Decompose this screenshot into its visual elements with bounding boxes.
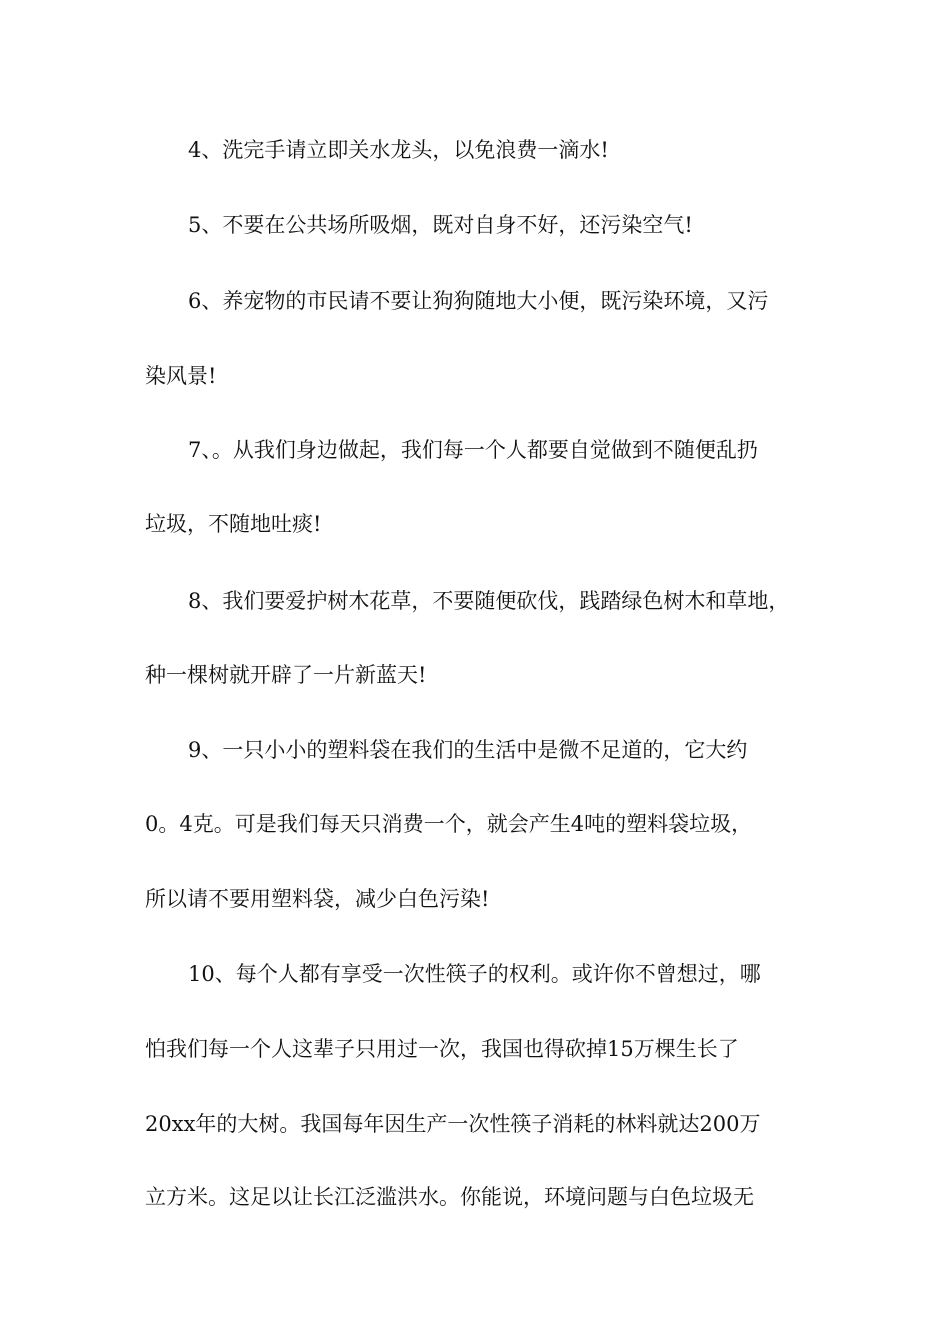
- paragraph-8-line-1: 8、我们要爱护树木花草，不要随便砍伐，践踏绿色树木和草地，: [188, 589, 790, 613]
- paragraph-9-line-1: 9、一只小小的塑料袋在我们的生活中是微不足道的，它大约: [188, 738, 748, 762]
- paragraph-6-line-1: 6、养宠物的市民请不要让狗狗随地大小便，既污染环境，又污: [188, 289, 769, 313]
- paragraph-10-line-3: 20xx年的大树。我国每年因生产一次性筷子消耗的林料就达200万: [145, 1112, 761, 1136]
- paragraph-10-line-4: 立方米。这足以让长江泛滥洪水。你能说，环境问题与白色垃圾无: [145, 1185, 754, 1209]
- paragraph-7-line-2: 垃圾，不随地吐痰!: [145, 512, 322, 536]
- paragraph-10-line-1: 10、每个人都有享受一次性筷子的权利。或许你不曾想过，哪: [188, 962, 761, 986]
- paragraph-8-line-2: 种一棵树就开辟了一片新蓝天!: [145, 663, 427, 687]
- paragraph-7-line-1: 7、。从我们身边做起，我们每一个人都要自觉做到不随便乱扔: [188, 438, 758, 462]
- paragraph-10-line-2: 怕我们每一个人这辈子只用过一次，我国也得砍掉15万棵生长了: [145, 1037, 739, 1061]
- paragraph-9-line-3: 所以请不要用塑料袋，减少白色污染!: [145, 887, 490, 911]
- paragraph-5-line-1: 5、不要在公共场所吸烟，既对自身不好，还污染空气!: [188, 213, 693, 237]
- paragraph-9-line-2: 0。4克。可是我们每天只消费一个，就会产生4吨的塑料袋垃圾，: [145, 812, 753, 836]
- paragraph-4-line-1: 4、洗完手请立即关水龙头，以免浪费一滴水!: [188, 138, 609, 162]
- paragraph-6-line-2: 染风景!: [145, 364, 217, 388]
